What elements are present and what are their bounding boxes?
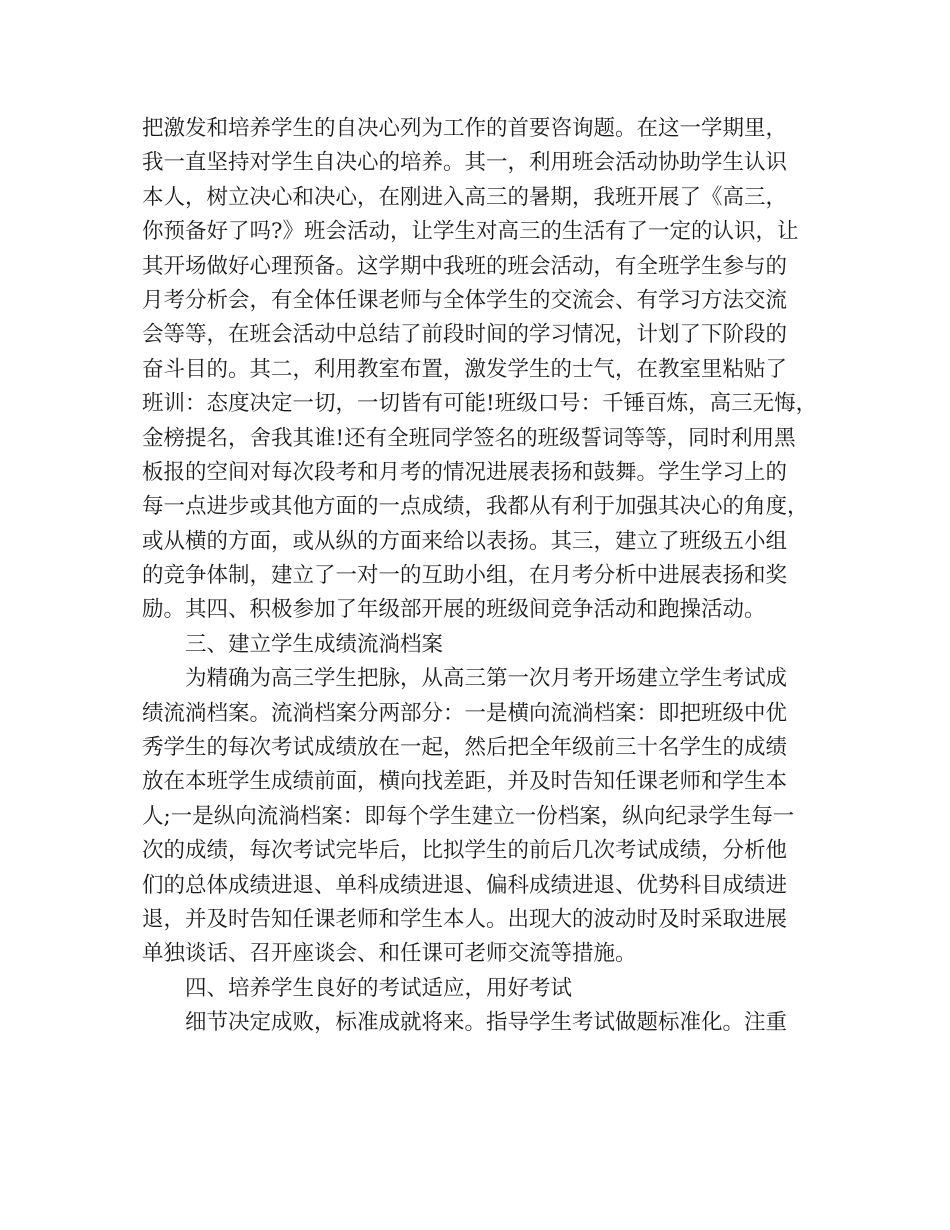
text-line: 秀学生的每次考试成绩放在一起，然后把全年级前三十名学生的成绩 [142, 735, 788, 761]
text-line: 班训：态度决定一切，一切皆有可能!班级口号：千锤百炼，高三无悔， [142, 391, 818, 417]
paragraph-start-line: 四、培养学生良好的考试适应，用好考试 [185, 975, 573, 1001]
text-line: 单独谈话、召开座谈会、和任课可老师交流等措施。 [142, 941, 637, 967]
text-line: 月考分析会，有全体任课老师与全体学生的交流会、有学习方法交流 [142, 287, 788, 313]
text-line: 把激发和培养学生的自决心列为工作的首要咨询题。在这一学期里， [142, 116, 788, 141]
text-line: 的竞争体制，建立了一对一的互助小组，在月考分析中进展表扬和奖 [142, 563, 788, 589]
paragraph-start-line: 三、建立学生成绩流淌档案 [185, 631, 444, 657]
text-line: 你预备好了吗?》班会活动，让学生对高三的生活有了一定的认识，让 [142, 219, 799, 245]
text-line: 人;一是纵向流淌档案：即每个学生建立一份档案，纵向纪录学生每一 [142, 803, 795, 829]
text-line: 们的总体成绩进退、单科成绩进退、偏科成绩进退、优势科目成绩进 [142, 872, 788, 898]
document-body [142, 112, 822, 1041]
text-line: 每一点进步或其他方面的一点成绩，我都从有利于加强其决心的角度， [142, 494, 809, 520]
text-line: 我一直坚持对学生自决心的培养。其一，利用班会活动协助学生认识 [142, 150, 788, 176]
paragraph-start-line: 为精确为高三学生把脉，从高三第一次月考开场建立学生考试成 [185, 666, 788, 692]
text-line: 退，并及时告知任课老师和学生本人。出现大的波动时及时采取进展 [142, 906, 788, 932]
text-line: 放在本班学生成绩前面，横向找差距，并及时告知任课老师和学生本 [142, 769, 788, 795]
text-line: 金榜提名，舍我其谁!还有全班同学签名的班级誓词等等，同时利用黑 [142, 425, 796, 451]
text-line: 其开场做好心理预备。这学期中我班的班会活动，有全班学生参与的 [142, 253, 788, 279]
text-line: 板报的空间对每次段考和月考的情况进展表扬和鼓舞。学生学习上的 [142, 459, 788, 485]
text-line: 会等等，在班会活动中总结了前段时间的学习情况，计划了下阶段的 [142, 322, 788, 348]
text-line: 或从横的方面，或从纵的方面来给以表扬。其三，建立了班级五小组 [142, 528, 788, 554]
text-line: 绩流淌档案。流淌档案分两部分：一是横向流淌档案：即把班级中优 [142, 700, 788, 726]
text-line: 励。其四、积极参加了年级部开展的班级间竞争活动和跑操活动。 [142, 597, 766, 623]
text-line: 本人，树立决心和决心，在刚进入高三的暑期，我班开展了《高三， [142, 184, 788, 210]
paragraph-start-line: 细节决定成败，标准成就将来。指导学生考试做题标准化。注重 [185, 1010, 788, 1036]
text-line: 次的成绩，每次考试完毕后，比拟学生的前后几次考试成绩，分析他 [142, 838, 788, 864]
text-line: 奋斗目的。其二，利用教室布置，激发学生的士气，在教室里粘贴了 [142, 356, 788, 382]
